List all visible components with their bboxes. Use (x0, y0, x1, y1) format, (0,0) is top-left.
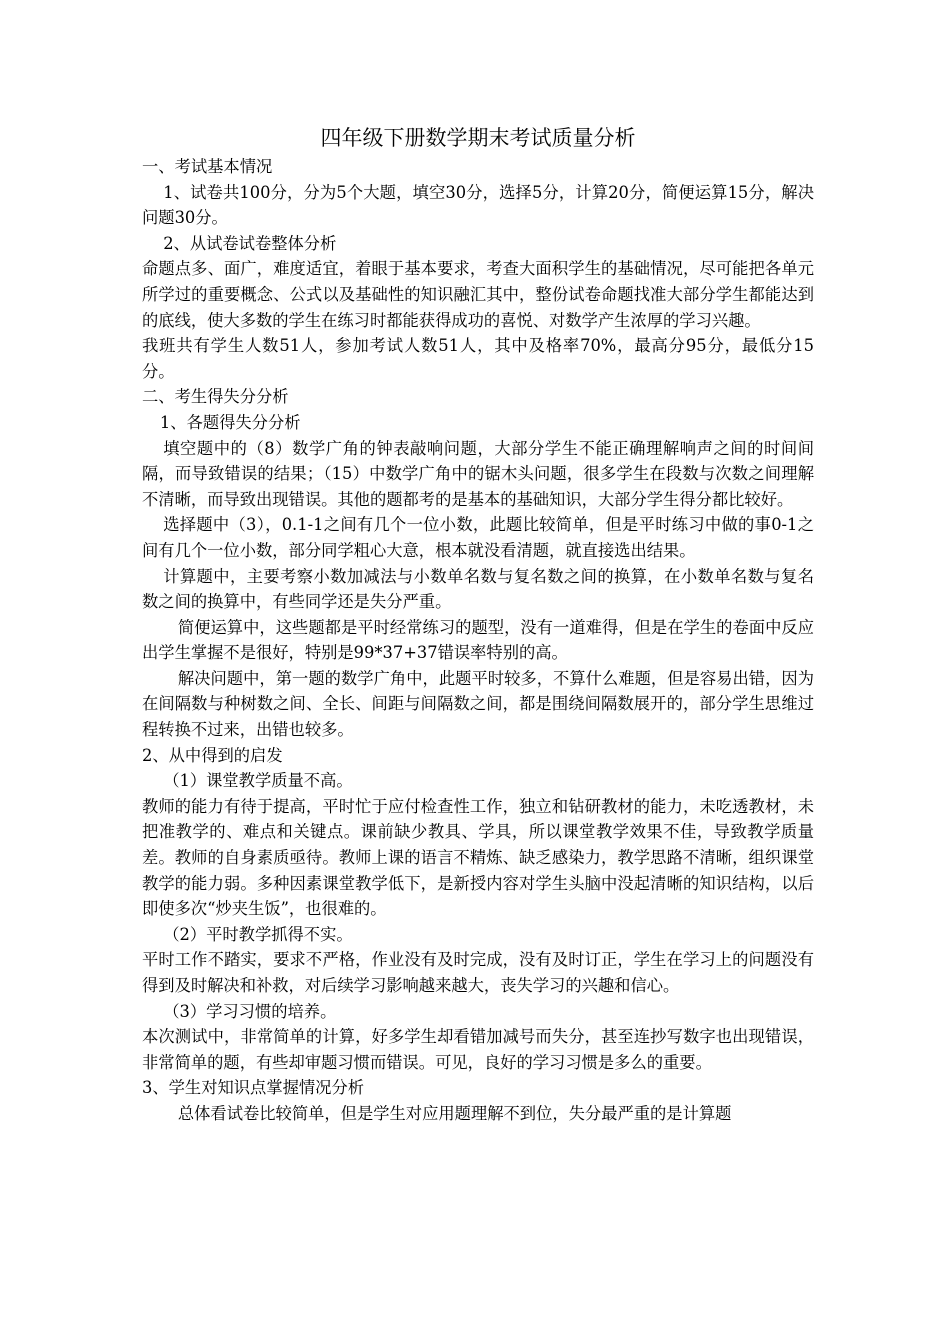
section-heading-2: 二、考生得失分分析 (142, 387, 289, 407)
subheading-overall-analysis: 2、从试卷试卷整体分析 (163, 233, 337, 253)
page-title: 四年级下册数学期末考试质量分析 (320, 126, 636, 150)
section-heading-1: 一、考试基本情况 (142, 157, 273, 176)
paragraph-study-habits: 本次测试中，非常简单的计算，好多学生却看错加减号而失分，甚至连抄写数字也出现错误，非常简单的题，有些却审题习惯而错误。可见，良好的学习习惯是多么的重要。 (142, 1027, 814, 1072)
paragraph-exam-composition: 1、试卷共100分，分为5个大题，填空30分，选择5分，计算20分，简便运算15分，解决问题30分。 (142, 182, 814, 228)
subheading-daily-teaching: （2）平时教学抓得不实。 (163, 924, 353, 944)
subheading-teaching-quality: （1）课堂教学质量不高。 (163, 771, 353, 791)
subheading-knowledge-mastery: 3、学生对知识点掌握情况分析 (142, 1078, 365, 1098)
paragraph-knowledge-mastery: 总体看试卷比较简单，但是学生对应用题理解不到位，失分最严重的是计算题 (177, 1103, 732, 1123)
paragraph-simplified-calculation: 简便运算中，这些题都是平时经常练习的题型，没有一道难得，但是在学生的卷面中反应出学生掌握不是很好，特别是99*37+37错误率特别的高。 (142, 617, 814, 663)
paragraph-calculation: 计算题中，主要考察小数加减法与小数单名数与复名数之间的换算，在小数单名数与复名数之间的换算中，有些同学还是失分严重。 (142, 566, 814, 612)
paragraph-fill-blank: 填空题中的（8）数学广角的钟表敲响问题，大部分学生不能正确理解响声之间的时间间隔，而导致错误的结果；（15）中数学广角中的锯木头问题，很多学生在段数与次数之间理解不清晰，而导致出现错误。其他的题都考的是基本的基础知识，大部分学生得分都比较好。 (142, 438, 814, 509)
paragraph-teaching-quality: 教师的能力有待于提高，平时忙于应付检查性工作，独立和钻研教材的能力，未吃透教材，未把准教学的、难点和关键点。课前缺少教具、学具，所以课堂教学效果不佳，导致教学质量差。教师的自身素质亟待。教师上课的语言不精炼、缺乏感染力，教学思路不清晰，组织课堂教学的能力弱。多种因素课堂教学低下，是新授内容对学生头脑中没起清晰的知识结构，以后即使多次“炒夹生饭”，也很难的。 (142, 796, 814, 919)
paragraph-multiple-choice: 选择题中（3），0.1-1之间有几个一位小数，此题比较简单，但是平时练习中做的事0-1之间有几个一位小数，部分同学粗心大意，根本就没看清题，就直接选出结果。 (142, 515, 814, 560)
subheading-score-analysis: 1、各题得失分分析 (159, 412, 301, 432)
subheading-study-habits: （3）学习习惯的培养。 (163, 1001, 337, 1021)
paragraph-overall-analysis: 命题点多、面广，难度适宜，着眼于基本要求，考查大面积学生的基础情况，尽可能把各单元所学过的重要概念、公式以及基础性的知识融汇其中，整份试卷命题找准大部分学生都能达到的底线，使大多数的学生在练习时都能获得成功的喜悦、对数学产生浓厚的学习兴趣。 (142, 259, 814, 330)
paragraph-class-statistics: 我班共有学生人数51人，参加考试人数51人，其中及格率70%，最高分95分，最低分15分。 (142, 336, 814, 381)
paragraph-problem-solving: 解决问题中，第一题的数学广角中，此题平时较多，不算什么难题，但是容易出错，因为在间隔数与种树数之间、全长、间距与间隔数之间，都是围绕间隔数展开的，部分学生思维过程转换不过来，出错也较多。 (142, 668, 814, 740)
subheading-inspiration: 2、从中得到的启发 (142, 745, 283, 765)
document-body (142, 122, 814, 1127)
paragraph-daily-teaching: 平时工作不踏实，要求不严格，作业没有及时完成，没有及时订正，学生在学习上的问题没有得到及时解决和补救，对后续学习影响越来越大，丧失学习的兴趣和信心。 (142, 950, 814, 995)
